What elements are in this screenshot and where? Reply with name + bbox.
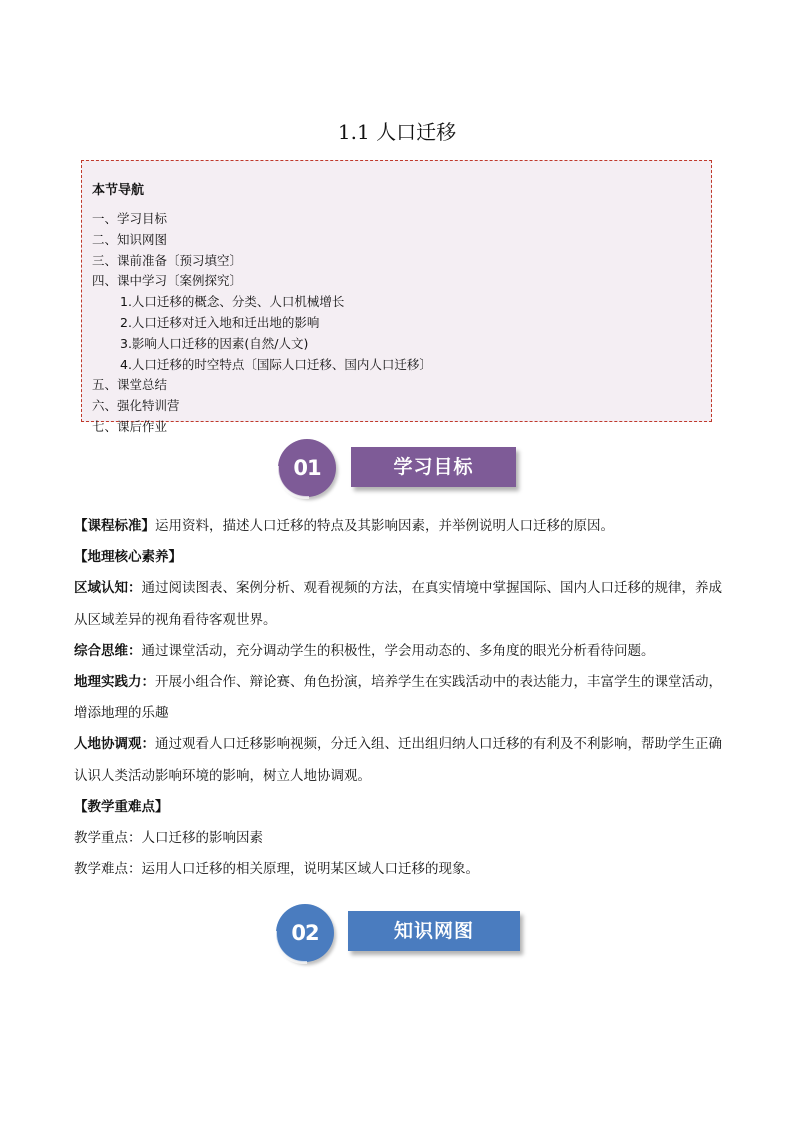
section-number-badge: 01 — [278, 439, 336, 497]
regional-cognition-paragraph: 区域认知：通过阅读图表、案例分析、观看视频的方法，在真实情境中掌握国际、国内人口迁移的规律，养成从区域差异的视角看待客观世界。 — [74, 580, 722, 628]
section-header-learning-goals — [0, 438, 794, 498]
nav-item: 4.人口迁移的时空特点〔国际人口迁移、国内人口迁移〕 — [120, 356, 432, 372]
human-land-harmony-paragraph: 人地协调观：通过观看人口迁移影响视频，分迁入组、迁出组归纳人口迁移的有利及不利影响，帮助学生正确认识人类活动影响环境的影响，树立人地协调观。 — [74, 736, 722, 784]
content-body — [74, 511, 734, 885]
teaching-difficult-point: 教学难点：运用人口迁移的相关原理，说明某区域人口迁移的现象。 — [74, 861, 479, 878]
comprehensive-thinking-paragraph: 综合思维：通过课堂活动，充分调动学生的积极性，学会用动态的、多角度的眼光分析看待问题。 — [74, 642, 655, 659]
literacy-heading: 【地理核心素养】 — [74, 549, 182, 566]
nav-item: 3.影响人口迁移的因素(自然/人文) — [120, 335, 309, 351]
nav-item: 四、课中学习〔案例探究〕 — [92, 273, 243, 289]
section-number-badge: 02 — [276, 904, 334, 962]
nav-item: 二、知识网图 — [92, 231, 168, 247]
key-difficult-heading: 【教学重难点】 — [74, 798, 169, 815]
nav-item: 三、课前准备〔预习填空〕 — [92, 252, 243, 268]
nav-item: 一、学习目标 — [92, 211, 168, 226]
nav-item: 2.人口迁移对迁入地和迁出地的影响 — [120, 314, 320, 330]
nav-item: 七、课后作业 — [92, 418, 168, 434]
nav-item: 1.人口迁移的概念、分类、人口机械增长 — [120, 294, 345, 310]
nav-item: 五、课堂总结 — [92, 377, 168, 393]
nav-item: 六、强化特训营 — [92, 398, 180, 414]
section-navigation-box — [81, 160, 712, 434]
page-title: 1.1 人口迁移 — [337, 120, 457, 144]
course-standard-paragraph: 【课程标准】运用资料，描述人口迁移的特点及其影响因素，并举例说明人口迁移的原因。 — [74, 518, 614, 534]
nav-heading: 本节导航 — [92, 183, 145, 198]
nav-list — [92, 209, 711, 438]
geographic-practice-paragraph: 地理实践力：开展小组合作、辩论赛、角色扮演，培养学生在实践活动中的表达能力，丰富学生的课堂活动，增添地理的乐趣 — [74, 674, 722, 722]
teaching-key-point: 教学重点：人口迁移的影响因素 — [74, 830, 263, 847]
section-header-knowledge-map — [0, 903, 794, 963]
section-title-banner: 学习目标 — [351, 447, 516, 487]
section-title-banner: 知识网图 — [348, 911, 520, 951]
